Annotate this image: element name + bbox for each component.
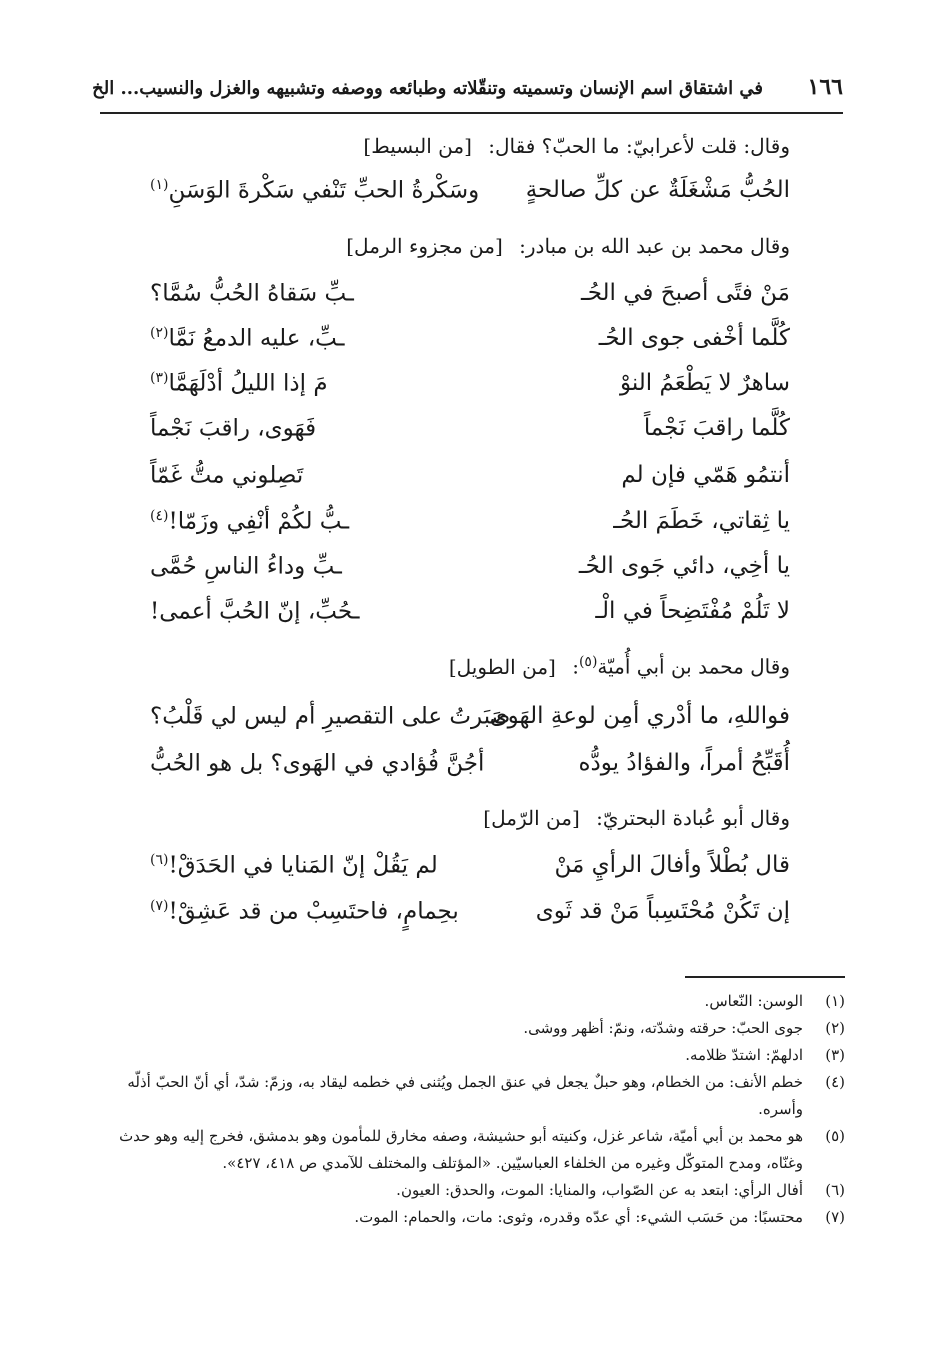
running-header bbox=[92, 64, 843, 114]
first-hemistich: لا تَلُمْ مُفْتَضِحاً في الْـ bbox=[595, 598, 790, 624]
poem-intro bbox=[363, 134, 790, 158]
second-hemistich bbox=[150, 703, 510, 730]
hemistich-text: بحِمامٍ، فاحتَسِبْ من قد عَشِقْ! bbox=[168, 898, 459, 925]
footnote-ref: (٧) bbox=[150, 898, 169, 914]
footnote-number: (١) bbox=[825, 992, 845, 1010]
hemistich-text: مَ إذا الليلُ أدْلَهَمَّا bbox=[168, 370, 328, 397]
first-hemistich: كُلَّما راقبَ نَجْماً bbox=[643, 415, 790, 441]
footnotes bbox=[85, 988, 845, 1231]
footnote-number: (٢) bbox=[825, 1019, 845, 1037]
footnote-text: ادلهمّ: اشتدّ ظلامه. bbox=[685, 1046, 803, 1064]
verse-line bbox=[150, 508, 790, 548]
first-hemistich: كُلَّما أخْفى جوى الحُـ bbox=[598, 325, 790, 351]
second-hemistich bbox=[150, 325, 345, 352]
footnote-ref: (١) bbox=[150, 177, 169, 193]
footnote-ref: (٢) bbox=[150, 325, 169, 341]
hemistich-text: أجُنَّ فُؤادي في الهَوى؟ بل هو الحُبُّ bbox=[150, 750, 485, 777]
footnote-separator bbox=[685, 976, 845, 978]
hemistich-text: ـبِّ وداءُ الناسِ حُمَّى bbox=[150, 553, 342, 580]
page-number: ١٦٦ bbox=[807, 74, 843, 100]
footnote bbox=[85, 1204, 845, 1231]
verse-line bbox=[150, 462, 790, 502]
second-hemistich bbox=[150, 852, 438, 879]
footnote bbox=[85, 1123, 845, 1177]
first-hemistich: فواللهِ، ما أدْري أمِن لوعةِ الهَوى bbox=[489, 703, 790, 729]
hemistich-text: ـحُبِّ، إنّ الحُبَّ أعمى! bbox=[150, 598, 360, 625]
footnote bbox=[85, 1177, 845, 1204]
footnote-text: جوى الحبّ: حرقته وشدّته، ونمّ: أظهر ووشى. bbox=[523, 1019, 803, 1037]
second-hemistich bbox=[150, 508, 349, 535]
verse-line bbox=[150, 415, 790, 455]
verse-line bbox=[150, 703, 790, 743]
footnote-text: الوسن: النّعاس. bbox=[704, 992, 803, 1010]
second-hemistich bbox=[150, 177, 479, 204]
poem-intro bbox=[449, 654, 790, 679]
footnote bbox=[85, 1015, 845, 1042]
footnote-ref: (٤) bbox=[150, 508, 169, 524]
meter-label: [من البسيط] bbox=[363, 134, 472, 158]
verse-line bbox=[150, 370, 790, 410]
first-hemistich: مَنْ فتًى أصبحَ في الحُـ bbox=[580, 280, 790, 306]
footnote-text: هو محمد بن أبي أميّة، شاعر غزل، وكنيته أبو حشيشة، وصفه مخارق للمأمون وهو بدمشق، فخرج إليه وهو حدث وغنّاه، ومدح المتوكّل وغيره من الخلفاء العباسيّين. «المؤتلف والمختلف للآمدي ص ٤١٨، ٤٢٧». bbox=[119, 1127, 803, 1172]
first-hemistich: يا ثِقاتي، خَطَمَ الحُـ bbox=[613, 508, 790, 534]
first-hemistich: أُقَبِّحُ أمراً، والفؤادُ يودُّه bbox=[578, 750, 790, 776]
first-hemistich: أنتمُو هَمّي فإن لم bbox=[621, 462, 790, 488]
footnote-ref: (٦) bbox=[150, 852, 169, 868]
hemistich-text: صَبَرتُ على التقصيرِ أم ليس لي قَلْبُ؟ bbox=[150, 703, 511, 730]
footnote-text: أفال الرأي: ابتعد به عن الصّواب، والمنايا: الموت، والحدق: العيون. bbox=[396, 1181, 803, 1199]
second-hemistich bbox=[150, 553, 342, 580]
footnote-number: (٦) bbox=[825, 1181, 845, 1199]
footnote-text: محتسبًا: من حَسَب الشيء: أي عدّه وقدره، وثوى: مات، والحمام: الموت. bbox=[354, 1208, 803, 1226]
footnote-number: (٥) bbox=[825, 1127, 845, 1145]
second-hemistich bbox=[150, 598, 359, 625]
second-hemistich bbox=[150, 415, 316, 442]
first-hemistich: يا أخِي، دائي جَوى الحُـ bbox=[578, 553, 790, 579]
second-hemistich bbox=[150, 280, 354, 307]
footnote-number: (٧) bbox=[825, 1208, 845, 1226]
second-hemistich bbox=[150, 370, 328, 397]
intro-colon: : bbox=[572, 654, 579, 679]
meter-label: [من الرّمل] bbox=[483, 806, 580, 830]
verse-line bbox=[150, 750, 790, 790]
meter-label: [من الطويل] bbox=[448, 654, 556, 679]
verse-line bbox=[150, 852, 790, 892]
footnote bbox=[85, 1042, 845, 1069]
intro-text: وقال محمد بن أبي أُميّة bbox=[597, 654, 790, 679]
verse-line bbox=[150, 898, 790, 938]
second-hemistich bbox=[150, 462, 303, 489]
intro-text: وقال أبو عُبادة البحتريّ: bbox=[596, 806, 790, 830]
hemistich-text: وسَكْرةُ الحبِّ تَنْفي سَكْرةَ الوَسَنِ bbox=[168, 177, 480, 204]
first-hemistich: ساهرٌ لا يَطْعَمُ النوْ bbox=[619, 370, 790, 396]
footnote bbox=[85, 988, 845, 1015]
intro-text: وقال: قلت لأعرابيّ: ما الحبّ؟ فقال: bbox=[488, 134, 790, 158]
second-hemistich bbox=[150, 898, 459, 925]
running-title: في اشتقاق اسم الإنسان وتسميته وتنقّلاته وطبائعه ووصفه وتشبيهه والغزل والنسيب... الخ bbox=[92, 78, 763, 99]
verse-line bbox=[150, 553, 790, 593]
first-hemistich: قال بُطْلاً وأفالَ الرأيِ مَنْ bbox=[554, 852, 790, 878]
first-hemistich: إن تَكُنْ مُحْتَسِباً مَنْ قد ثَوى bbox=[535, 898, 790, 924]
first-hemistich: الحُبُّ مَشْغَلَةٌ عن كلِّ صالحةٍ bbox=[525, 177, 790, 203]
hemistich-text: فَهَوى، راقبَ نَجْماً bbox=[150, 415, 317, 442]
footnote bbox=[85, 1069, 845, 1123]
verse-line bbox=[150, 325, 790, 365]
poem-intro bbox=[346, 234, 790, 258]
footnote-text: خطم الأنف: من الخطام، وهو حبلٌ يجعل في عنق الجمل ويُثنى في خطمه ليقاد به، وزمّ: شدّ، أي أنّ الحبّ أذلّه وأسره. bbox=[127, 1073, 803, 1118]
verse-line bbox=[150, 177, 790, 217]
second-hemistich bbox=[150, 750, 484, 777]
intro-text: وقال محمد بن عبد الله بن مبادر: bbox=[519, 234, 790, 258]
verse-line bbox=[150, 598, 790, 638]
footnote-number: (٤) bbox=[825, 1073, 845, 1091]
hemistich-text: ـبُّ لكُمْ أنْفِي وزَمّا! bbox=[168, 508, 350, 535]
footnote-ref: (٥) bbox=[578, 654, 598, 670]
footnote-ref: (٣) bbox=[150, 370, 169, 386]
verse-line bbox=[150, 280, 790, 320]
hemistich-text: ـبِّ، عليه الدمعُ نَمَّا bbox=[168, 325, 345, 352]
meter-label: [من مجزوء الرمل] bbox=[346, 234, 503, 258]
hemistich-text: لم يَقُلْ إنّ المَنايا في الحَدَقْ! bbox=[168, 852, 438, 879]
poem-intro bbox=[483, 806, 790, 830]
hemistich-text: ـبِّ سَقاهُ الحُبُّ سُمَّا؟ bbox=[150, 280, 354, 307]
hemistich-text: تَصِلوني متُّ غَمّاً bbox=[150, 462, 304, 489]
footnote-number: (٣) bbox=[825, 1046, 845, 1064]
